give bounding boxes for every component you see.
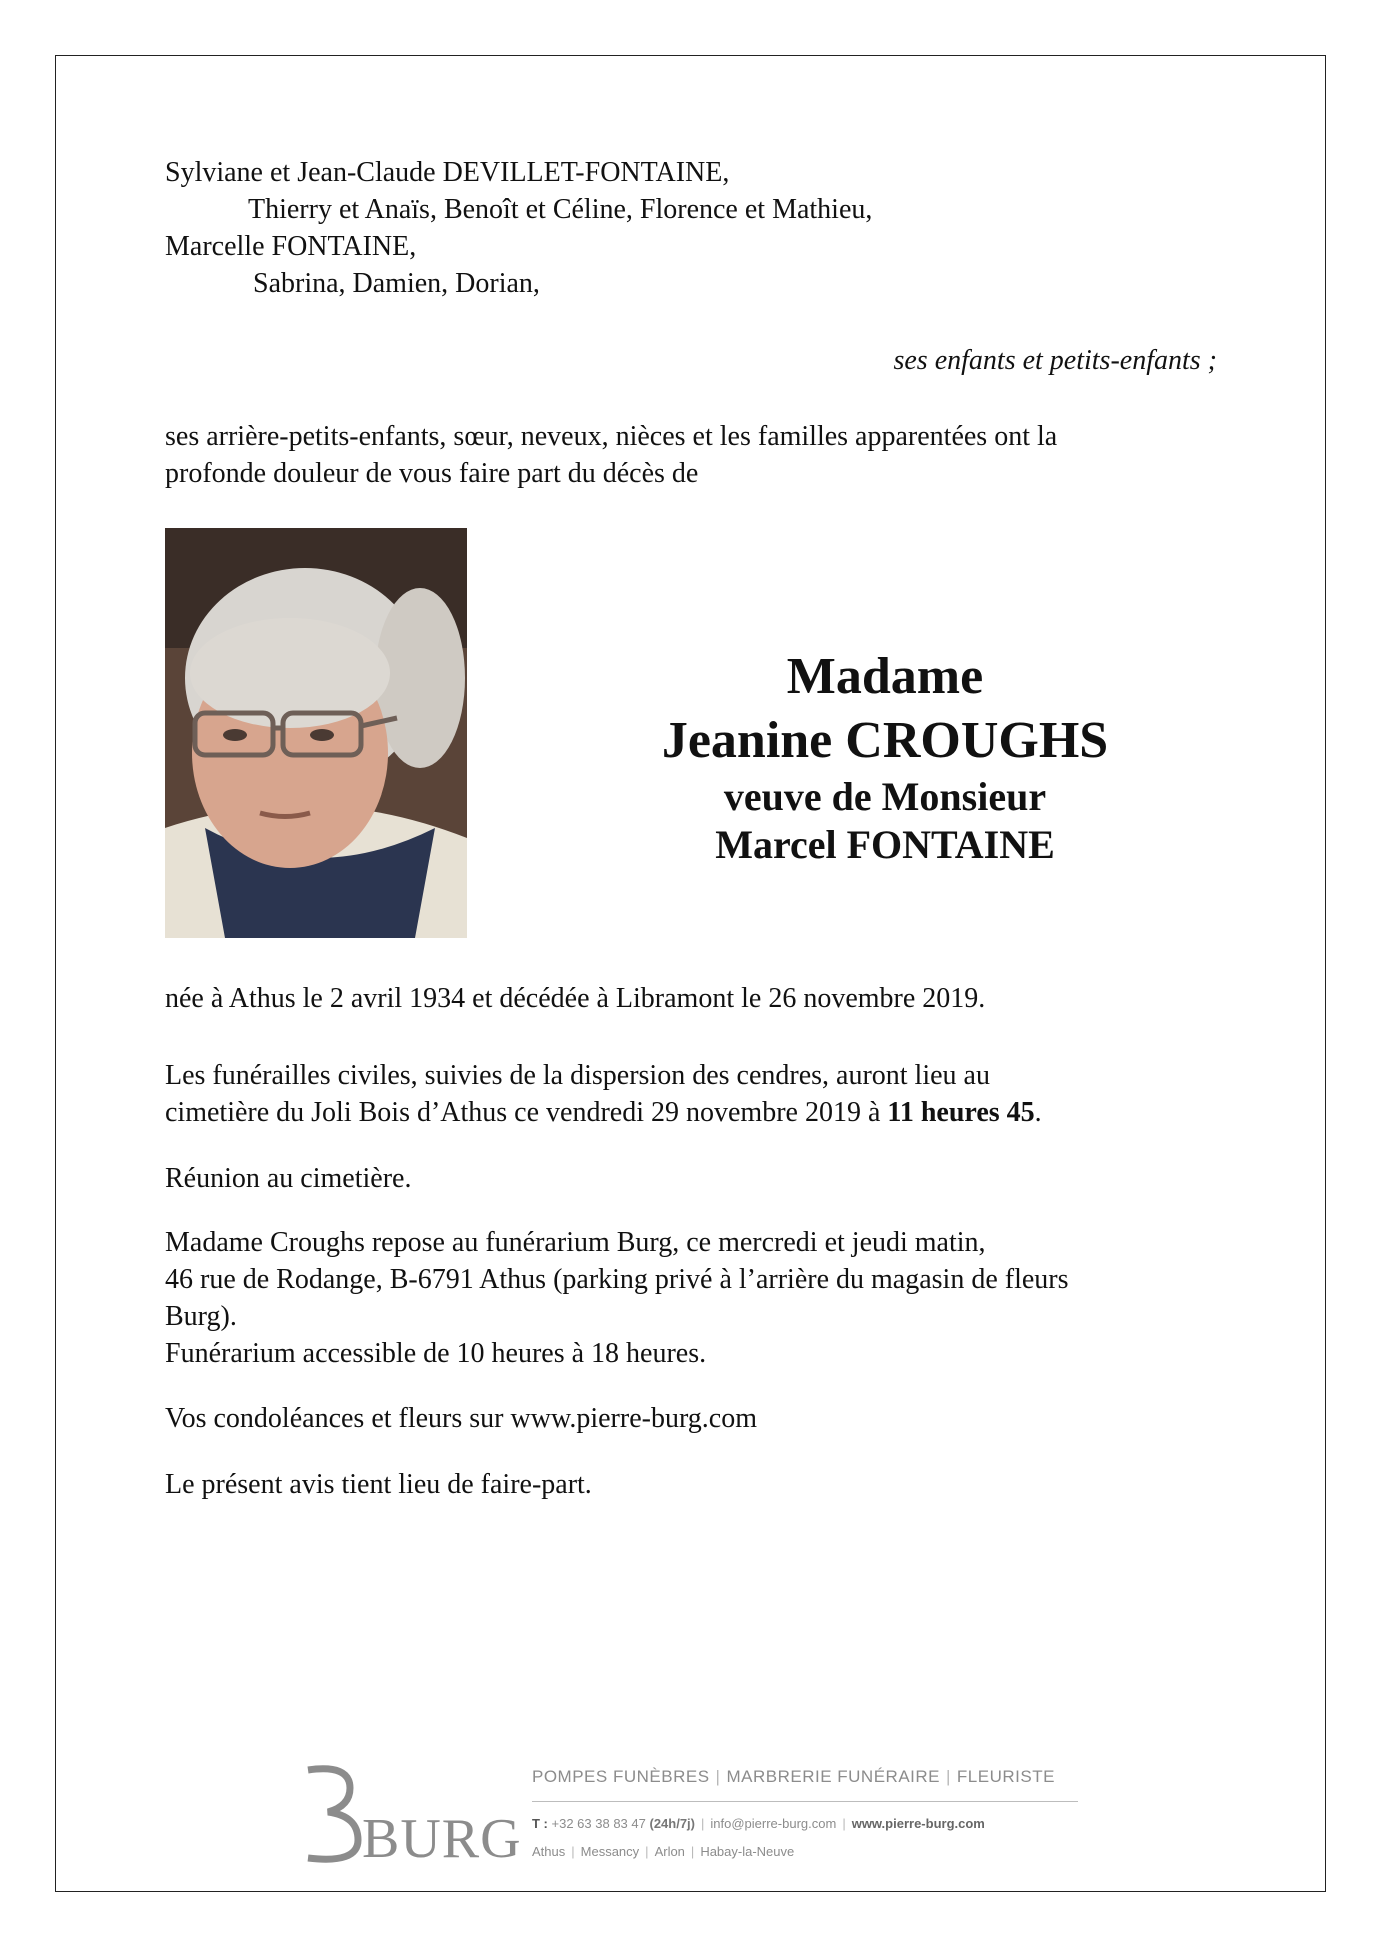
location-arlon: Arlon — [654, 1844, 685, 1859]
location-athus: Athus — [532, 1844, 566, 1859]
phone-hours: (24h/7j) — [649, 1816, 695, 1831]
deceased-title: Madame — [786, 648, 984, 705]
birth-death-line: née à Athus le 2 avril 1934 et décédée à Libramont le 26 novembre 2019. — [165, 983, 986, 1014]
widow-of: veuve de Monsieur — [723, 774, 1047, 819]
service-fleuriste: FLEURISTE — [956, 1767, 1055, 1786]
funeral-line-2-suffix: . — [1034, 1097, 1042, 1128]
separator: | — [690, 1844, 695, 1859]
condolences-line: Vos condoléances et fleurs sur www.pierre-burg.com — [165, 1403, 757, 1434]
hours-line: Funérarium accessible de 10 heures à 18 heures. — [165, 1338, 707, 1369]
announcement-line-2: profonde douleur de vous faire part du décès de — [165, 458, 699, 489]
funeral-line-2-prefix: cimetière du Joli Bois d’Athus ce vendredi 29 novembre 2019 à — [165, 1097, 888, 1128]
phone-number[interactable]: +32 63 38 83 47 — [551, 1816, 646, 1831]
location-messancy: Messancy — [580, 1844, 640, 1859]
separator: | — [842, 1816, 846, 1831]
separator: | — [645, 1844, 649, 1859]
funeral-line-1: Les funérailles civiles, suivies de la dispersion des cendres, auront lieu au — [165, 1060, 990, 1091]
deceased-name: Jeanine CROUGHS — [661, 712, 1109, 769]
burg-logo — [300, 1762, 522, 1872]
footer-contact — [532, 1816, 985, 1831]
portrait-illustration — [165, 528, 467, 938]
announcement-line-1: ses arrière-petits-enfants, sœur, neveux, nièces et les familles apparentées ont la — [165, 421, 1058, 452]
repose-line-2: 46 rue de Rodange, B-6791 Athus (parking privé à l’arrière du magasin de fleurs — [165, 1264, 1069, 1295]
service-marbrerie: MARBRERIE FUNÉRAIRE — [726, 1767, 940, 1786]
footer-locations — [532, 1844, 794, 1859]
family-line-1: Sylviane et Jean-Claude DEVILLET-FONTAINE, — [165, 157, 730, 188]
phone-label: T : — [532, 1816, 548, 1831]
page-border — [55, 55, 1326, 1892]
footer-rule — [532, 1801, 1078, 1802]
deceased-name-block — [560, 645, 1210, 869]
meeting-line: Réunion au cimetière. — [165, 1163, 412, 1194]
burg-logo-text: BURG — [362, 1808, 522, 1870]
family-line-2: Thierry et Anaïs, Benoît et Céline, Florence et Mathieu, — [248, 194, 873, 225]
spouse-name: Marcel FONTAINE — [715, 822, 1055, 867]
service-funebres: POMPES FUNÈBRES — [532, 1767, 710, 1786]
footer-services — [532, 1767, 1055, 1787]
separator: | — [946, 1767, 951, 1786]
family-relation: ses enfants et petits-enfants ; — [893, 345, 1217, 376]
website-link[interactable]: www.pierre-burg.com — [851, 1816, 985, 1831]
separator: | — [715, 1767, 721, 1786]
email-link[interactable]: info@pierre-burg.com — [710, 1816, 837, 1831]
repose-line-3: Burg). — [165, 1301, 237, 1332]
family-line-4: Sabrina, Damien, Dorian, — [253, 268, 540, 299]
repose-line-1: Madame Croughs repose au funérarium Burg, ce mercredi et jeudi matin, — [165, 1227, 986, 1258]
family-line-3: Marcelle FONTAINE, — [165, 231, 417, 262]
separator: | — [571, 1844, 575, 1859]
funeral-line-2 — [165, 1094, 1042, 1131]
notice-line: Le présent avis tient lieu de faire-part. — [165, 1469, 592, 1500]
location-habay: Habay-la-Neuve — [700, 1844, 795, 1859]
separator: | — [701, 1816, 705, 1831]
funeral-time: 11 heures 45 — [887, 1097, 1035, 1128]
burg-logo-mark — [300, 1762, 522, 1870]
portrait-photo — [165, 528, 467, 938]
